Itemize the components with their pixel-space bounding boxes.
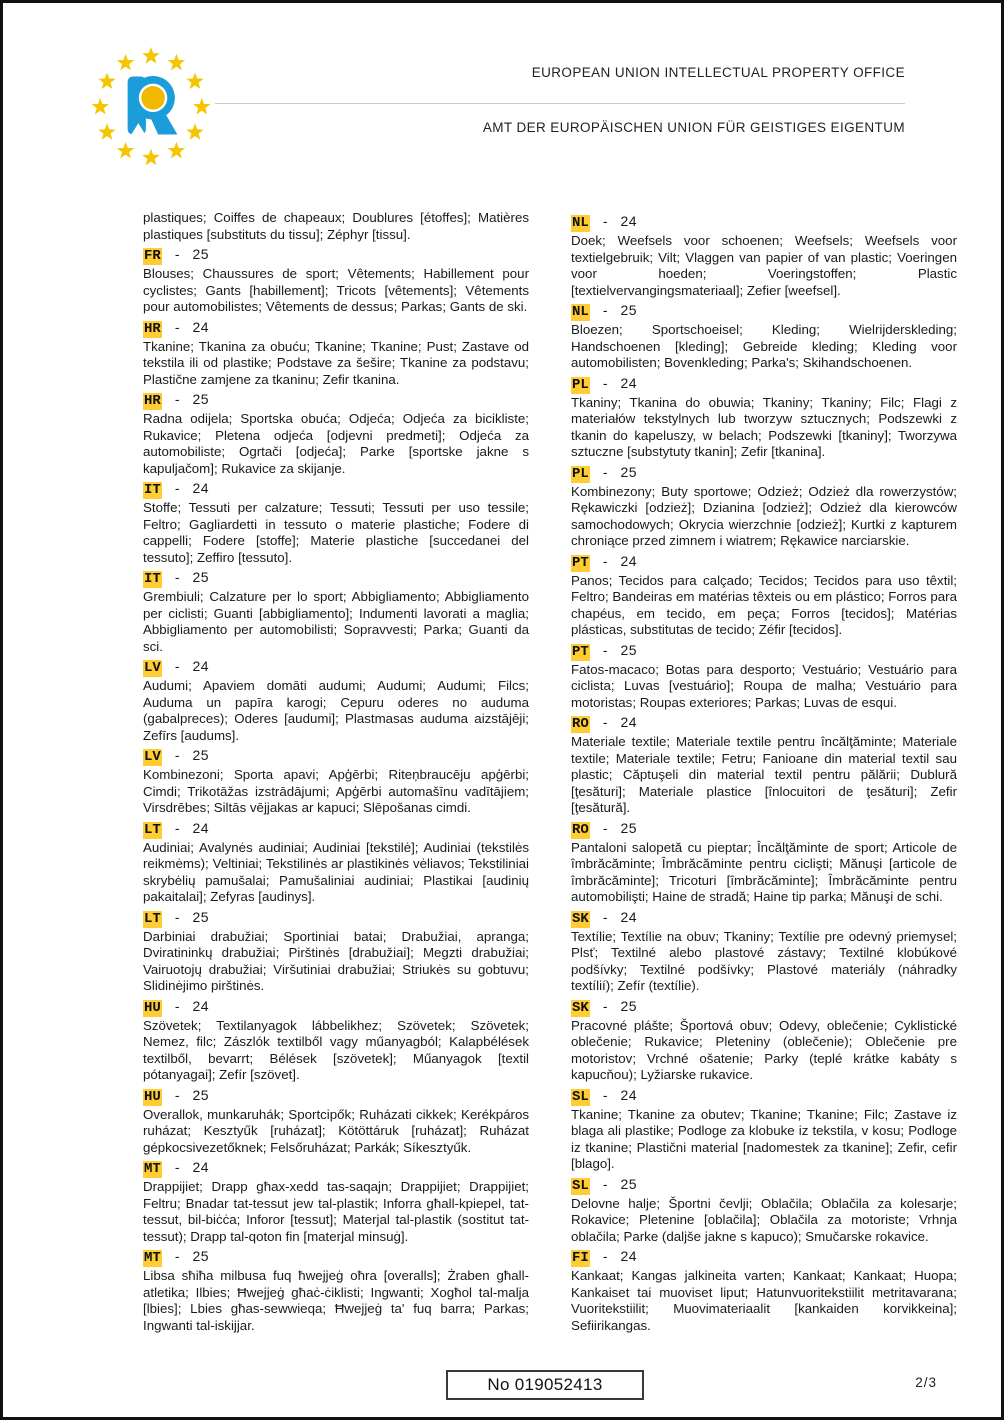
goods-column-left: [143, 210, 529, 1334]
language-code-badge: IT: [144, 482, 161, 498]
language-class-heading: [571, 1087, 957, 1106]
language-class-heading: [143, 480, 529, 499]
language-code-badge: HU: [144, 999, 161, 1016]
goods-entry: [143, 210, 529, 243]
heading-separator: -: [602, 819, 608, 836]
language-code-badge: PT: [572, 554, 589, 571]
heading-separator: -: [174, 391, 180, 407]
goods-entry: [571, 1248, 957, 1334]
heading-separator: -: [174, 819, 180, 836]
goods-entry: [571, 302, 957, 372]
nice-class-number: 25: [620, 463, 638, 480]
language-class-heading: [143, 909, 529, 928]
goods-entry: [571, 820, 957, 906]
nice-class-number: 24: [192, 318, 210, 335]
heading-separator: -: [602, 213, 608, 229]
goods-list-text: Kankaat; Kangas jalkineita varten; Kankaat; Kankaat; Huopa; Kankaiset tai muoviset liput; Hatunvuoritekstiilit metritavarana; Vuoritekstiilit; Muovimateriaalit [kankaiden korvikkeina]; Sefiirikangas.: [571, 1268, 957, 1333]
language-class-heading: [143, 1087, 529, 1106]
language-code-badge: FI: [572, 1250, 589, 1266]
heading-separator: -: [174, 1086, 180, 1103]
language-code-badge: PL: [572, 376, 589, 393]
goods-entry: [571, 714, 957, 817]
goods-entry: [143, 246, 529, 316]
language-class-heading: [143, 391, 529, 410]
heading-separator: -: [602, 1175, 608, 1192]
goods-list-text: Pracovné plášte; Športová obuv; Odevy, oblečenie; Cyklistické oblečenie; Rukavice; Pleteniny (oblečenie); Oblečenie pre motoristov; Vrchné ošatenie; Parky (teplé krátke kabáty s kapucňou); Lyžiarske rukavice.: [571, 1017, 957, 1082]
goods-entry: [143, 909, 529, 995]
language-class-heading: [571, 464, 957, 483]
language-class-heading: [571, 213, 957, 232]
nice-class-number: 25: [620, 641, 638, 658]
nice-class-number: 25: [620, 1175, 638, 1192]
goods-entry: [571, 375, 957, 461]
heading-separator: -: [174, 908, 180, 925]
language-class-heading: [143, 1248, 529, 1267]
nice-class-number: 24: [620, 714, 638, 730]
language-code-badge: MT: [144, 1161, 161, 1177]
language-class-heading: [571, 998, 957, 1017]
language-code-badge: HU: [144, 1088, 161, 1105]
heading-separator: -: [174, 569, 180, 585]
nice-class-number: 25: [192, 569, 210, 585]
goods-list-text: Panos; Tecidos para calçado; Tecidos; Tecidos para uso têxtil; Feltro; Bandeiras em matérias têxteis ou em plástico; Forros para chapéus, em tecido, em peça; Forros [tecidos]; Matérias plásticas, substitutas de tecido; Zéfir [tecidos].: [571, 572, 957, 637]
goods-list-text: Darbiniai drabužiai; Sportiniai batai; Drabužiai, apranga; Dviratininkų drabužiai; Pirštinės [drabužiai]; Megzti drabužiai; Vairuotojų drabužiai; Viršutiniai drabužiai; Striukės su gobtuvu; Slidinėjimo pirštinės.: [143, 928, 529, 993]
language-class-heading: [571, 820, 957, 839]
goods-list-text: Drappijiet; Drapp għax-xedd tas-saqajn; Drappijiet; Drappijiet; Feltru; Bnadar tat-tessut jew tal-plastik; Inforra għall-kpiepel, tat-tessut, bil-biċċa; Inforor [tessut]; Materjal tal-plastik (sostitut tat-tessut); Drapp tal-qoton fin [materjal minsuġ].: [143, 1179, 529, 1244]
language-class-heading: [571, 302, 957, 321]
goods-entry: [571, 998, 957, 1084]
goods-entry: [143, 480, 529, 566]
heading-separator: -: [602, 1248, 608, 1264]
language-class-heading: [143, 569, 529, 588]
goods-list-text: Doek; Weefsels voor schoenen; Weefsels; Weefsels voor textielgebruik; Vilt; Vlaggen van papier of van plastic; Voeringen voor hoeden; Voeringstoffen; Plastic [textielvervangingsmateriaal]; Zefier [weefsel].: [571, 233, 957, 298]
goods-list-text: Kombinezoni; Sporta apavi; Apģērbi; Riteņbraucēju apģērbi; Cimdi; Trikotāžas izstrādājumi; Apģērbi automašīnu vadītājiem; Virsdrēbes; Siltās vējjakas ar kapuci; Slēpošanas cimdi.: [143, 767, 529, 815]
language-class-heading: [571, 642, 957, 661]
goods-list-text: Stoffe; Tessuti per calzature; Tessuti; Tessuti per uso tessile; Feltro; Gagliardetti in tessuto o materie plastiche; Fodere di cappelli; Fodere [stoffe]; Materie plastiche [succedanei del tessuto]; Zeffiro [tessuto].: [143, 500, 529, 565]
nice-class-number: 24: [620, 1248, 638, 1264]
registration-number: No 019052413: [487, 1375, 603, 1394]
goods-entry: [143, 1248, 529, 1334]
goods-list-text: Audumi; Apaviem domāti audumi; Audumi; Audumi; Filcs; Auduma un papīra karogi; Cepuru oderes no auduma (gabalpreces); Oderes [audumi]; Plastmasas auduma aizstājēji; Zefīrs [audums].: [143, 678, 529, 743]
goods-entry: [143, 658, 529, 744]
goods-list-text: Tkanine; Tkanine za obutev; Tkanine; Tkanine; Filc; Zastave iz blaga ali plastike; Podloge za klobuke iz tekstila, v kosu; Podloge iz tkanine; Plastični material [nadomestek za tkanine]; Zefir, cefir [blago].: [571, 1106, 957, 1171]
goods-entry: [143, 747, 529, 817]
goods-list-text: plastiques; Coiffes de chapeaux; Doublures [étoffes]; Matières plastiques [substituts du tissu]; Zéphyr [tissu].: [143, 210, 529, 242]
heading-separator: -: [174, 318, 180, 335]
language-class-heading: [571, 1176, 957, 1195]
heading-separator: -: [602, 1086, 608, 1103]
language-code-badge: NL: [572, 304, 589, 320]
heading-separator: -: [602, 908, 608, 925]
goods-list-text: Kombinezony; Buty sportowe; Odzież; Odzież dla rowerzystów; Rękawiczki [odzież]; Dzianina [odzież]; Odzież dla kierowców samochodowych; Okrycia wierzchnie [odzież]; Kurtki z kapturem chroniące przed zimnem i wiatrem; Rękawice narciarskie.: [571, 483, 957, 548]
heading-separator: -: [174, 1159, 180, 1175]
goods-list-text: Radna odijela; Sportska obuća; Odjeća; Odjeća za bicikliste; Rukavice; Pletena odjeća [odjevni predmeti]; Odjeća za automobiliste; Ogrtači [odjeća]; Parke [sportske jakne s kapuljačom]; Rukavice za skijanje.: [143, 411, 529, 476]
language-code-badge: SK: [572, 910, 589, 927]
language-code-badge: PT: [572, 643, 589, 660]
nice-class-number: 24: [620, 213, 638, 229]
language-code-badge: IT: [144, 571, 161, 587]
nice-class-number: 24: [620, 374, 638, 391]
nice-class-number: 25: [620, 819, 638, 836]
nice-class-number: 24: [620, 908, 638, 925]
goods-entry: [143, 569, 529, 655]
nice-class-number: 24: [192, 658, 210, 674]
language-class-heading: [571, 909, 957, 928]
language-code-badge: MT: [144, 1250, 161, 1266]
language-code-badge: RO: [572, 821, 589, 838]
language-code-badge: HR: [144, 393, 161, 409]
language-class-heading: [143, 998, 529, 1017]
heading-separator: -: [602, 374, 608, 391]
goods-list-text: Szövetek; Textilanyagok lábbelikhez; Szövetek; Szövetek; Nemez, filc; Zászlók textilből vagy műanyagból; Kalapbélések textilből, bevarrt; Bélések [szövetek]; Műanyagok [textil pótanyagai]; Zefír [szövet].: [143, 1017, 529, 1082]
goods-list-text: Overallok, munkaruhák; Sportcipők; Ruházati cikkek; Kerékpáros ruházat; Kesztyűk [ruházat]; Kötöttáruk [ruházat]; Ruházat gépkocsivezetőknek; Felsőruházat; Parkák; Síkesztyűk.: [143, 1106, 529, 1155]
goods-list-text: Pantaloni salopetă cu pieptar; Încălţăminte de sport; Articole de îmbrăcăminte; Îmbrăcăminte pentru ciclişti; Mănuşi [articole de îmbrăcăminte]; Tricoturi [îmbrăcăminte]; Îmbrăcăminte pentru automobilişti; Haine de stradă; Haine tip parka; Mănuşi de schi.: [571, 839, 957, 904]
language-code-badge: FR: [144, 248, 161, 264]
nice-class-number: 24: [192, 1159, 210, 1175]
euipo-register-logo-icon: [89, 45, 213, 169]
language-class-heading: [143, 319, 529, 338]
language-code-badge: RO: [572, 716, 589, 732]
nice-class-number: 25: [192, 747, 210, 763]
heading-separator: -: [602, 641, 608, 658]
heading-separator: -: [174, 747, 180, 763]
nice-class-number: 25: [192, 246, 210, 262]
nice-class-number: 25: [620, 302, 638, 318]
nice-class-number: 25: [192, 1248, 210, 1264]
heading-separator: -: [174, 1248, 180, 1264]
goods-list-text: Bloezen; Sportschoeisel; Kleding; Wielrijderskleding; Handschoenen [kleding]; Gebreide kleding; Kleding voor automobilisten; Bovenkleding; Parka's; Skihandschoenen.: [571, 322, 957, 370]
page-indicator: 2/3: [915, 1375, 937, 1390]
goods-list-text: Audiniai; Avalynės audiniai; Audiniai [tekstilė]; Audiniai (tekstilės reikmėms); Veltiniai; Tekstilinės ar plastikinės vėliavos; Tekstiliniai skrybėlių pamušalai; Pamušaliniai audiniai; Plastikai [audinių pakaitalai]; Zefyras [audinys].: [143, 839, 529, 904]
nice-class-number: 24: [620, 1086, 638, 1103]
goods-entry: [143, 820, 529, 906]
heading-separator: -: [174, 246, 180, 262]
goods-entry: [571, 1176, 957, 1246]
nice-class-number: 24: [192, 480, 210, 496]
goods-entry: [143, 1159, 529, 1245]
goods-list-text: Fatos-macaco; Botas para desporto; Vestuário; Vestuário para ciclista; Luvas [vestuário]; Roupa de malha; Vestuário para motoristas; Roupas exteriores; Parkas; Luvas de esqui.: [571, 661, 957, 710]
language-class-heading: [143, 747, 529, 766]
language-code-badge: LT: [144, 910, 161, 927]
language-class-heading: [571, 714, 957, 733]
goods-list-text: Tkanine; Tkanina za obuću; Tkanine; Tkanine; Pust; Zastave od tekstila ili od plastike; Podstave za šešire; Tkanine za podstavu; Plastične zamjene za tkaninu; Zefir tkanina.: [143, 338, 529, 387]
language-class-heading: [143, 246, 529, 265]
language-class-heading: [143, 1159, 529, 1178]
goods-list-text: Libsa sħiħa milbusa fuq ħwejjeġ oħra [overalls]; Żraben għall-atletika; Ilbies; Ħwejjeġ għaċ-ċiklisti; Ingwanti; Xogħol tal-malja [lbies]; Lbies għas-sewwieqa; Ħwejjeġ ta' fuq barra; Parkas; Ingwanti tal-iskijjar.: [143, 1268, 529, 1333]
register-r-glyph: [128, 76, 178, 135]
heading-separator: -: [602, 463, 608, 480]
goods-entry: [571, 642, 957, 712]
goods-entry: [571, 909, 957, 995]
language-code-badge: NL: [572, 215, 589, 231]
goods-entry: [571, 553, 957, 639]
language-code-badge: SL: [572, 1177, 589, 1194]
language-class-heading: [143, 820, 529, 839]
nice-class-number: 25: [620, 997, 638, 1014]
nice-class-number: 25: [192, 391, 210, 407]
language-code-badge: HR: [144, 320, 161, 337]
language-code-badge: PL: [572, 465, 589, 482]
language-code-badge: SK: [572, 999, 589, 1016]
heading-separator: -: [602, 302, 608, 318]
goods-list-text: Materiale textile; Materiale textile pentru încălţăminte; Materiale textile; Materiale textile; Fetru; Fanioane din material textil sau plastic; Căptuşeli din material textil pentru pălării; Dublură [ţesături]; Materiale plastice [înlocuitori de ţesături]; Zefir [ţesătură].: [571, 734, 957, 815]
goods-list-text: Tkaniny; Tkanina do obuwia; Tkaniny; Tkaniny; Filc; Flagi z materiałów tekstylnych lub tworzyw sztucznych; Podszewki z tkanin do kapeluszy, w belach; Podszewki [tkaniny]; Tworzywa sztuczne [substytuty tkanin]; Zefir [tkanina].: [571, 394, 957, 459]
nice-class-number: 24: [192, 819, 210, 836]
office-title-english: EUROPEAN UNION INTELLECTUAL PROPERTY OFFICE: [531, 65, 905, 80]
goods-entry: [143, 319, 529, 389]
language-class-heading: [571, 375, 957, 394]
language-code-badge: LV: [144, 660, 161, 676]
header-divider: [215, 103, 905, 104]
nice-class-number: 25: [192, 908, 210, 925]
goods-entry: [143, 391, 529, 477]
nice-class-number: 25: [192, 1086, 210, 1103]
heading-separator: -: [602, 997, 608, 1014]
goods-entry: [143, 1087, 529, 1157]
goods-column-right: [571, 210, 957, 1334]
goods-list-text: Grembiuli; Calzature per lo sport; Abbigliamento; Abbigliamento per ciclisti; Guanti [abbigliamento]; Indumenti lavorati a maglia; Abbigliamento per automobilisti; Sopravvesti; Parka; Guanti da sci.: [143, 589, 529, 654]
language-class-heading: [143, 658, 529, 677]
goods-entry: [571, 213, 957, 299]
goods-entry: [571, 1087, 957, 1173]
language-code-badge: SL: [572, 1088, 589, 1105]
heading-separator: -: [174, 480, 180, 496]
heading-separator: -: [602, 714, 608, 730]
goods-list-text: Blouses; Chaussures de sport; Vêtements; Habillement pour cyclistes; Gants [habillement]; Tricots [vêtements]; Vêtements pour automobilistes; Vêtements de dessus; Parkas; Gants de ski.: [143, 266, 529, 314]
nice-class-number: 24: [620, 552, 638, 569]
heading-separator: -: [602, 552, 608, 569]
language-code-badge: LT: [144, 821, 161, 838]
goods-entry: [571, 464, 957, 550]
language-code-badge: LV: [144, 749, 161, 765]
goods-entry: [143, 998, 529, 1084]
goods-list-text: Textílie; Textílie na obuv; Tkaniny; Textílie pre odevný priemysel; Plsť; Textilné alebo plastové zástavy; Textilné klobúkové podšívky; Textilné podšívky; Plastové materiály (náhradky textílií); Zefír (textílie).: [571, 928, 957, 993]
heading-separator: -: [174, 658, 180, 674]
language-class-heading: [571, 1248, 957, 1267]
office-title-german: AMT DER EUROPÄISCHEN UNION FÜR GEISTIGES EIGENTUM: [482, 120, 905, 135]
nice-class-number: 24: [192, 997, 210, 1014]
goods-list-text: Delovne halje; Športni čevlji; Oblačila; Oblačila za kolesarje; Rokavice; Pletenine [oblačila]; Oblačila za motoriste; Vrhnja oblačila; Parke (daljše jakne s kapuco); Smučarske rokavice.: [571, 1195, 957, 1244]
registration-number-box: [446, 1370, 644, 1400]
heading-separator: -: [174, 997, 180, 1014]
language-class-heading: [571, 553, 957, 572]
